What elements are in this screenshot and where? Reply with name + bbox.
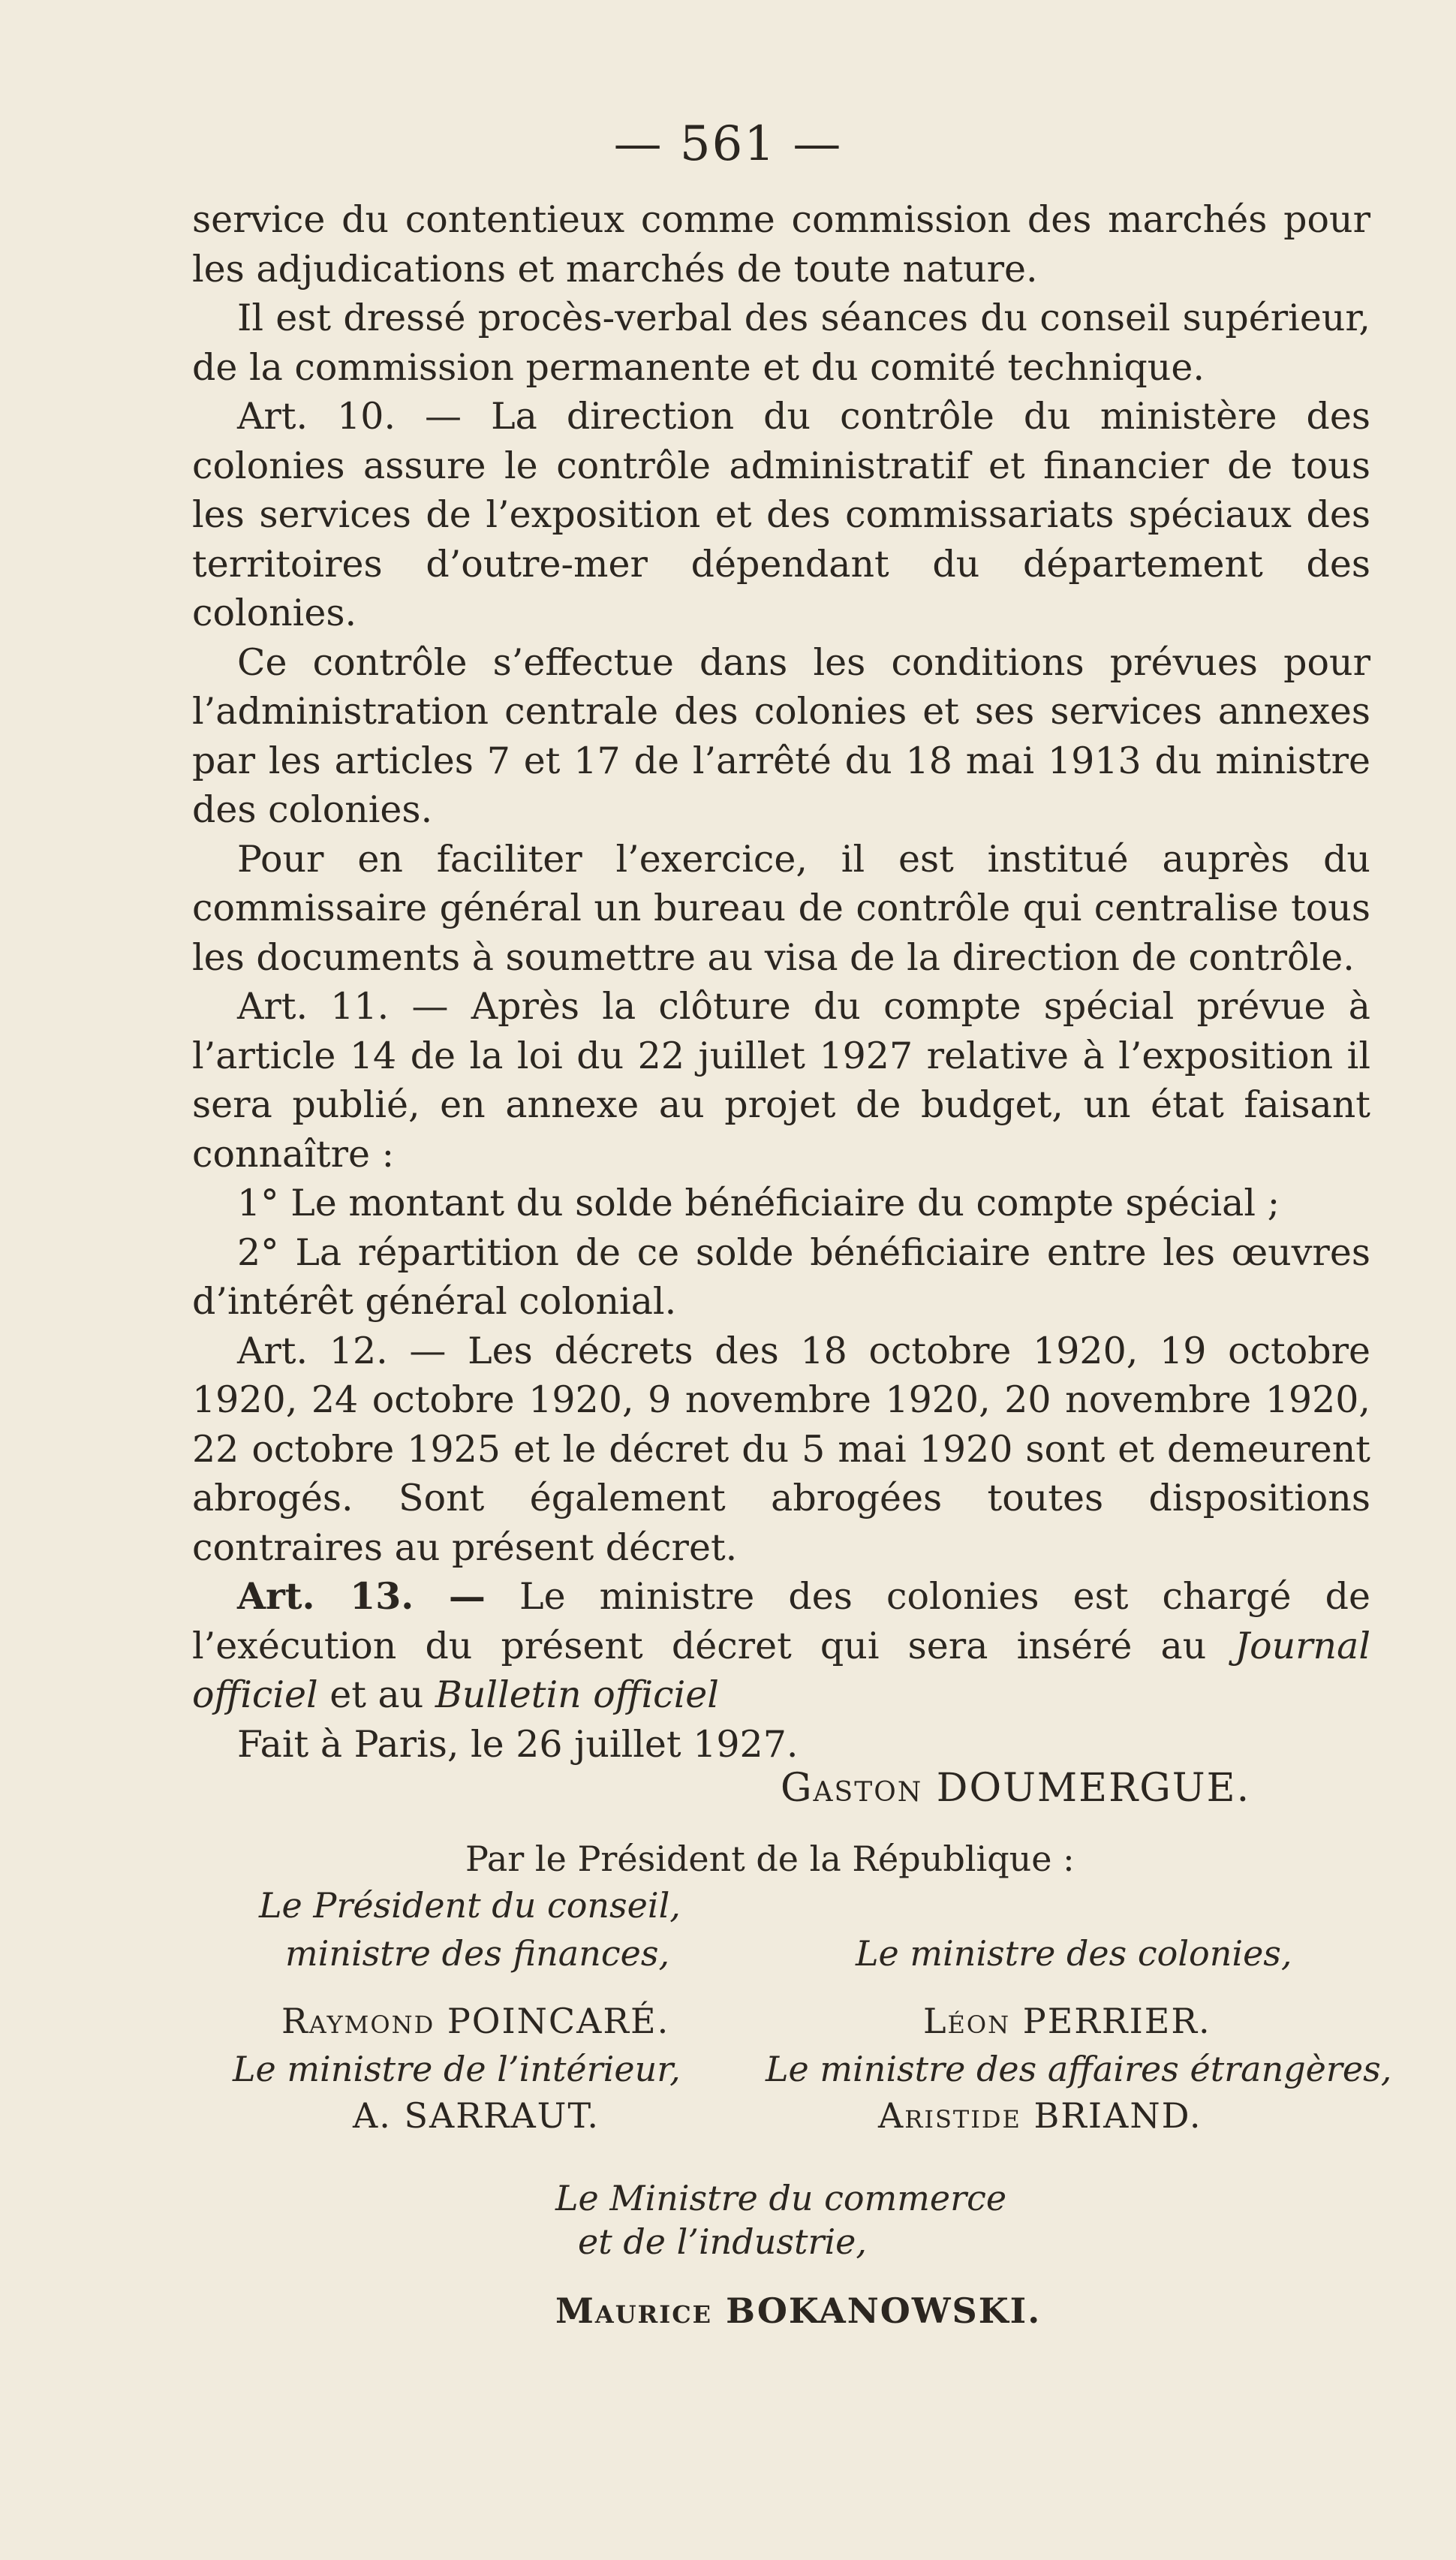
- left-title-3: Le ministre de l’intérieur,: [233, 2049, 681, 2089]
- bulletin-officiel: Bulletin officiel: [435, 1673, 719, 1716]
- right-title-1: Le ministre des colonies,: [856, 1933, 1292, 1974]
- document-body: [192, 195, 1370, 1769]
- article-12: [192, 1327, 1370, 1573]
- list-item-2: 2° La répartition de ce solde bénéficiaire entre les œuvres d’intérêt général colonial.: [192, 1230, 1370, 1323]
- paragraph-proces-verbal: Il est dressé procès-verbal des séances du conseil supérieur, de la commission permanente et du comité technique.: [192, 297, 1370, 389]
- left-title-1: Le Président du conseil,: [259, 1885, 681, 1926]
- right-name-1: Léon PERRIER.: [923, 2001, 1211, 2041]
- article-13: [192, 1572, 1370, 1720]
- fait-a-paris: Fait à Paris, le 26 juillet 1927.: [237, 1722, 799, 1766]
- article-11: [192, 982, 1370, 1179]
- page-number: — 561 —: [613, 116, 843, 172]
- paragraph-exercice: Pour en faciliter l’exercice, il est institué auprès du commissaire général un bureau de contrôle qui centralise tous les documents à soumettre au visa de la direction de contrôle.: [192, 837, 1370, 979]
- article-12-label: Art. 12. —: [237, 1329, 447, 1372]
- article-10: [192, 392, 1370, 638]
- left-name-1: Raymond POINCARÉ.: [281, 2001, 670, 2041]
- article-13-text-a: Le ministre des colonies est chargé de l’exécution du présent décret qui sera inséré au: [192, 1575, 1370, 1667]
- article-13-label: Art. 13. —: [237, 1574, 486, 1618]
- signature-president: Gaston DOUMERGUE.: [781, 1766, 1251, 1811]
- article-13-text-b: et au: [317, 1673, 435, 1716]
- article-12-text: Les décrets des 18 octobre 1920, 19 octobre 1920, 24 octobre 1920, 9 novembre 1920, 20 novembre 1920, 22 octobre 1925 et le décret du 5 mai 1920 sont et demeurent abrogés. Sont également abrogées toutes dispositions contraires au présent décret.: [192, 1329, 1371, 1569]
- center-title-2: et de l’industrie,: [578, 2221, 868, 2262]
- right-name-2: Aristide BRIAND.: [878, 2095, 1202, 2136]
- article-10-text: La direction du contrôle du ministère des colonies assure le contrôle administratif et financier de tous les services de l’exposition et des commissariats spéciaux des territoires d’outre-mer dépendant du département des colonies.: [192, 395, 1371, 634]
- left-title-2: ministre des finances,: [285, 1933, 670, 1974]
- par-le-president: Par le Président de la République :: [465, 1839, 1075, 1879]
- article-10-label: Art. 10. —: [237, 395, 462, 438]
- paragraph-contentieux: service du contentieux comme commission des marchés pour les adjudications et marchés de toute nature.: [192, 198, 1370, 291]
- paragraph-controle: Ce contrôle s’effectue dans les conditions prévues pour l’administration centrale des colonies et ses services annexes par les articles 7 et 17 de l’arrêté du 18 mai 1913 du ministre des colonies.: [192, 640, 1370, 831]
- center-name: Maurice BOKANOWSKI.: [555, 2290, 1042, 2331]
- left-name-2: A. SARRAUT.: [353, 2095, 600, 2136]
- right-title-2: Le ministre des affaires étrangères,: [766, 2049, 1392, 2089]
- list-item-1: 1° Le montant du solde bénéficiaire du compte spécial ;: [237, 1182, 1280, 1224]
- article-11-text: Après la clôture du compte spécial prévue à l’article 14 de la loi du 22 juillet 1927 relative à l’exposition il sera publié, en annexe au projet de budget, un état faisant connaître :: [192, 985, 1371, 1176]
- article-11-label: Art. 11. —: [237, 985, 449, 1028]
- journal-officiel: Journal officiel: [192, 1624, 1370, 1716]
- center-title-1: Le Ministre du commerce: [555, 2178, 1007, 2218]
